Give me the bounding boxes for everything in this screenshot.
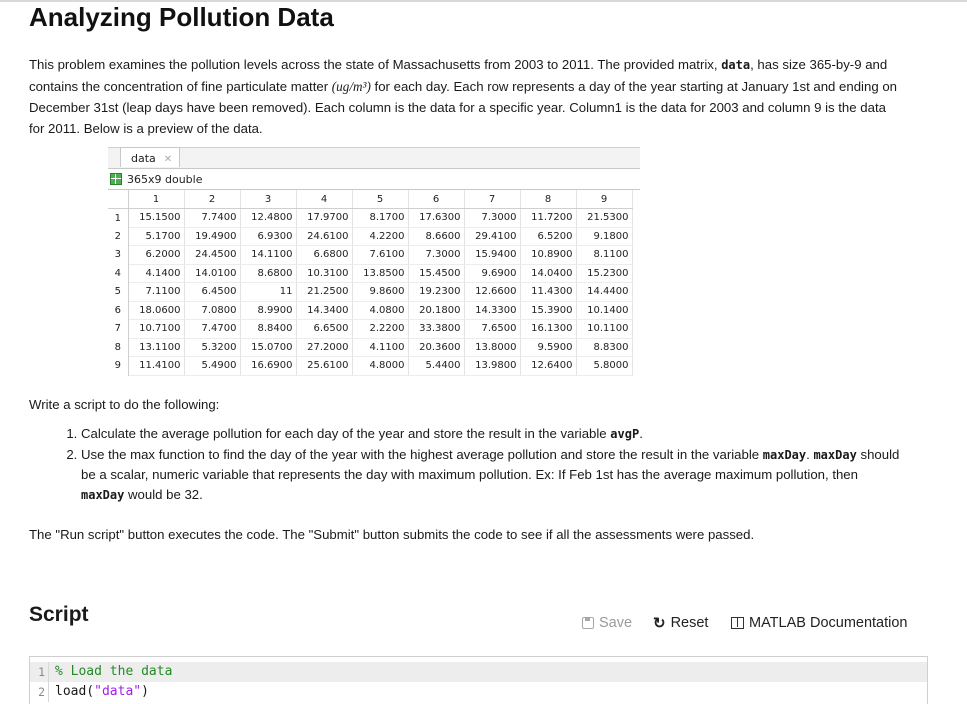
- column-header: 3: [240, 190, 296, 209]
- table-cell[interactable]: 7.0800: [184, 301, 240, 320]
- column-header: 8: [520, 190, 576, 209]
- task1-end: .: [639, 426, 643, 441]
- task2-text-a: Use the max function to find the day of the year with the highest average pollution and store the result in the variable: [81, 447, 763, 462]
- task-list: [51, 424, 901, 506]
- task2-text-d: would be 32.: [124, 487, 203, 502]
- tab-data[interactable]: [120, 147, 180, 167]
- table-row: [108, 264, 632, 283]
- table-cell[interactable]: 8.1700: [352, 209, 408, 228]
- book-icon: [731, 617, 744, 629]
- table-cell[interactable]: 10.1400: [576, 301, 632, 320]
- code-text[interactable]: [49, 662, 172, 682]
- task1-text: Calculate the average pollution for each day of the year and store the result in the variable: [81, 426, 611, 441]
- table-cell[interactable]: 10.7100: [128, 320, 184, 339]
- table-cell[interactable]: 13.8000: [464, 338, 520, 357]
- table-cell[interactable]: 15.4500: [408, 264, 464, 283]
- table-cell[interactable]: 12.6600: [464, 283, 520, 302]
- code-line[interactable]: [30, 682, 927, 702]
- table-cell[interactable]: 6.6500: [296, 320, 352, 339]
- row-header: 2: [108, 227, 128, 246]
- size-label: 365x9 double: [127, 173, 203, 186]
- table-cell[interactable]: 2.2200: [352, 320, 408, 339]
- tab-label: data: [131, 152, 156, 165]
- table-cell[interactable]: 11.7200: [520, 209, 576, 228]
- column-header: 2: [184, 190, 240, 209]
- row-header: 3: [108, 246, 128, 265]
- column-header: 7: [464, 190, 520, 209]
- table-cell[interactable]: 15.0700: [240, 338, 296, 357]
- table-cell[interactable]: 21.5300: [576, 209, 632, 228]
- intro-text-3: for each day. Each row represents a day of the year starting at January 1st and ending on December 31st (leap days have been removed). Each column is the data for a specific year. Column1 is the data for 2003 and column 9 is the data for 2011. Below is a preview of the data.: [29, 79, 897, 136]
- reset-button[interactable]: [653, 612, 708, 634]
- table-cell[interactable]: 6.6800: [296, 246, 352, 265]
- grid-icon: [110, 173, 122, 185]
- row-header: 5: [108, 283, 128, 302]
- table-cell[interactable]: 25.6100: [296, 357, 352, 376]
- code-comment: % Load the data: [55, 664, 173, 679]
- table-cell[interactable]: 8.6800: [240, 264, 296, 283]
- corner-cell: [108, 190, 128, 209]
- table-cell[interactable]: 7.1100: [128, 283, 184, 302]
- code-paren: ): [141, 684, 149, 699]
- table-cell[interactable]: 5.4900: [184, 357, 240, 376]
- variable-tabbar: [108, 147, 640, 169]
- table-cell[interactable]: 5.1700: [128, 227, 184, 246]
- table-cell[interactable]: 8.8300: [576, 338, 632, 357]
- instructions-lead: Write a script to do the following:: [29, 397, 220, 412]
- var-avgP: avgP: [610, 427, 640, 441]
- table-cell[interactable]: 16.6900: [240, 357, 296, 376]
- table-cell[interactable]: 8.1100: [576, 246, 632, 265]
- column-header: 5: [352, 190, 408, 209]
- table-cell[interactable]: 4.8000: [352, 357, 408, 376]
- table-cell[interactable]: 11: [240, 283, 296, 302]
- table-cell[interactable]: 4.1400: [128, 264, 184, 283]
- code-line[interactable]: [30, 662, 927, 682]
- table-row: [108, 227, 632, 246]
- problem-description: [29, 54, 899, 139]
- table-cell[interactable]: 24.4500: [184, 246, 240, 265]
- table-cell[interactable]: 5.3200: [184, 338, 240, 357]
- table-cell[interactable]: 27.2000: [296, 338, 352, 357]
- column-header: 1: [128, 190, 184, 209]
- code-text[interactable]: [49, 682, 149, 702]
- table-row: [108, 338, 632, 357]
- table-cell[interactable]: 19.2300: [408, 283, 464, 302]
- table-cell[interactable]: 7.3000: [408, 246, 464, 265]
- save-label: Save: [599, 615, 633, 631]
- save-button[interactable]: [582, 612, 632, 634]
- table-cell[interactable]: 7.6500: [464, 320, 520, 339]
- task2-text-b: .: [806, 447, 814, 462]
- table-cell[interactable]: 18.0600: [128, 301, 184, 320]
- line-number: 2: [30, 682, 49, 702]
- table-cell[interactable]: 15.1500: [128, 209, 184, 228]
- row-header: 6: [108, 301, 128, 320]
- table-cell[interactable]: 29.4100: [464, 227, 520, 246]
- table-cell[interactable]: 14.0100: [184, 264, 240, 283]
- size-bar: [108, 169, 640, 190]
- table-cell[interactable]: 14.1100: [240, 246, 296, 265]
- table-cell[interactable]: 5.8000: [576, 357, 632, 376]
- table-cell[interactable]: 19.4900: [184, 227, 240, 246]
- table-cell[interactable]: 15.9400: [464, 246, 520, 265]
- table-cell[interactable]: 15.3900: [520, 301, 576, 320]
- table-cell[interactable]: 17.6300: [408, 209, 464, 228]
- table-cell[interactable]: 6.5200: [520, 227, 576, 246]
- data-table: [108, 190, 633, 376]
- matlab-documentation-link[interactable]: [731, 612, 908, 634]
- unit-formula: (ug/m³): [331, 79, 371, 94]
- table-row: [108, 320, 632, 339]
- table-cell[interactable]: 12.4800: [240, 209, 296, 228]
- table-cell[interactable]: 8.8400: [240, 320, 296, 339]
- table-cell[interactable]: 6.9300: [240, 227, 296, 246]
- table-cell[interactable]: 4.2200: [352, 227, 408, 246]
- table-header-row: [108, 190, 632, 209]
- table-cell[interactable]: 14.0400: [520, 264, 576, 283]
- table-cell[interactable]: 21.2500: [296, 283, 352, 302]
- table-cell[interactable]: 13.1100: [128, 338, 184, 357]
- close-icon[interactable]: ✕: [163, 154, 173, 165]
- table-cell[interactable]: 16.1300: [520, 320, 576, 339]
- table-row: [108, 283, 632, 302]
- row-header: 8: [108, 338, 128, 357]
- table-cell[interactable]: 9.5900: [520, 338, 576, 357]
- table-cell[interactable]: 8.6600: [408, 227, 464, 246]
- page-title: Analyzing Pollution Data: [29, 2, 334, 32]
- table-cell[interactable]: 20.1800: [408, 301, 464, 320]
- row-header: 1: [108, 209, 128, 228]
- table-row: [108, 301, 632, 320]
- table-cell[interactable]: 11.4100: [128, 357, 184, 376]
- intro-text-2: , has size 365-by-9 and contains the concentration of fine particulate matter: [29, 57, 888, 94]
- code-function: load(: [55, 684, 95, 699]
- task-item-2: [81, 445, 901, 505]
- table-cell[interactable]: 9.6900: [464, 264, 520, 283]
- row-header: 9: [108, 357, 128, 376]
- code-string: "data": [94, 684, 142, 699]
- table-cell[interactable]: 13.9800: [464, 357, 520, 376]
- doc-label: MATLAB Documentation: [749, 615, 908, 631]
- table-cell[interactable]: 15.2300: [576, 264, 632, 283]
- column-header: 9: [576, 190, 632, 209]
- intro-var-data: data: [721, 58, 751, 72]
- variable-preview: [108, 147, 640, 379]
- table-cell[interactable]: 10.8900: [520, 246, 576, 265]
- table-cell[interactable]: 7.7400: [184, 209, 240, 228]
- table-cell[interactable]: 7.6100: [352, 246, 408, 265]
- table-cell[interactable]: 7.4700: [184, 320, 240, 339]
- task2-text-c: should be a scalar, numeric variable that represents the day with maximum pollution. Ex: If Feb 1st has the average maximum pollution, then: [81, 447, 900, 482]
- table-cell[interactable]: 10.1100: [576, 320, 632, 339]
- table-row: [108, 209, 632, 228]
- var-maxDay: maxDay: [762, 448, 807, 462]
- table-cell[interactable]: 7.3000: [464, 209, 520, 228]
- table-cell[interactable]: 20.3600: [408, 338, 464, 357]
- table-cell[interactable]: 9.1800: [576, 227, 632, 246]
- table-cell[interactable]: 33.3800: [408, 320, 464, 339]
- line-number: 1: [30, 662, 49, 682]
- table-cell[interactable]: 12.6400: [520, 357, 576, 376]
- table-cell[interactable]: 6.4500: [184, 283, 240, 302]
- row-header: 4: [108, 264, 128, 283]
- table-cell[interactable]: 24.6100: [296, 227, 352, 246]
- intro-text-1: This problem examines the pollution levels across the state of Massachusetts from 2003 to 2011. The provided matrix,: [29, 57, 722, 72]
- reset-icon: ↻: [653, 615, 666, 632]
- table-cell[interactable]: 10.3100: [296, 264, 352, 283]
- table-cell[interactable]: 4.1100: [352, 338, 408, 357]
- reset-label: Reset: [670, 615, 709, 631]
- table-cell[interactable]: 13.8500: [352, 264, 408, 283]
- table-cell[interactable]: 5.4400: [408, 357, 464, 376]
- table-cell[interactable]: 6.2000: [128, 246, 184, 265]
- table-cell[interactable]: 14.4400: [576, 283, 632, 302]
- table-cell[interactable]: 14.3300: [464, 301, 520, 320]
- table-cell[interactable]: 8.9900: [240, 301, 296, 320]
- code-editor[interactable]: [29, 656, 928, 704]
- column-header: 6: [408, 190, 464, 209]
- table-cell[interactable]: 17.9700: [296, 209, 352, 228]
- table-cell[interactable]: 9.8600: [352, 283, 408, 302]
- script-heading: Script: [29, 603, 89, 626]
- table-row: [108, 357, 632, 376]
- row-header: 7: [108, 320, 128, 339]
- run-submit-note: The "Run script" button executes the code. The "Submit" button submits the code to see if all the assessments were passed.: [29, 527, 755, 542]
- table-cell[interactable]: 11.4300: [520, 283, 576, 302]
- save-icon: [582, 617, 594, 629]
- table-cell[interactable]: 4.0800: [352, 301, 408, 320]
- table-row: [108, 246, 632, 265]
- column-header: 4: [296, 190, 352, 209]
- task-item-1: [81, 424, 901, 444]
- table-cell[interactable]: 14.3400: [296, 301, 352, 320]
- var-maxDay-2: maxDay: [813, 448, 857, 462]
- var-maxDay-3: maxDay: [81, 488, 125, 502]
